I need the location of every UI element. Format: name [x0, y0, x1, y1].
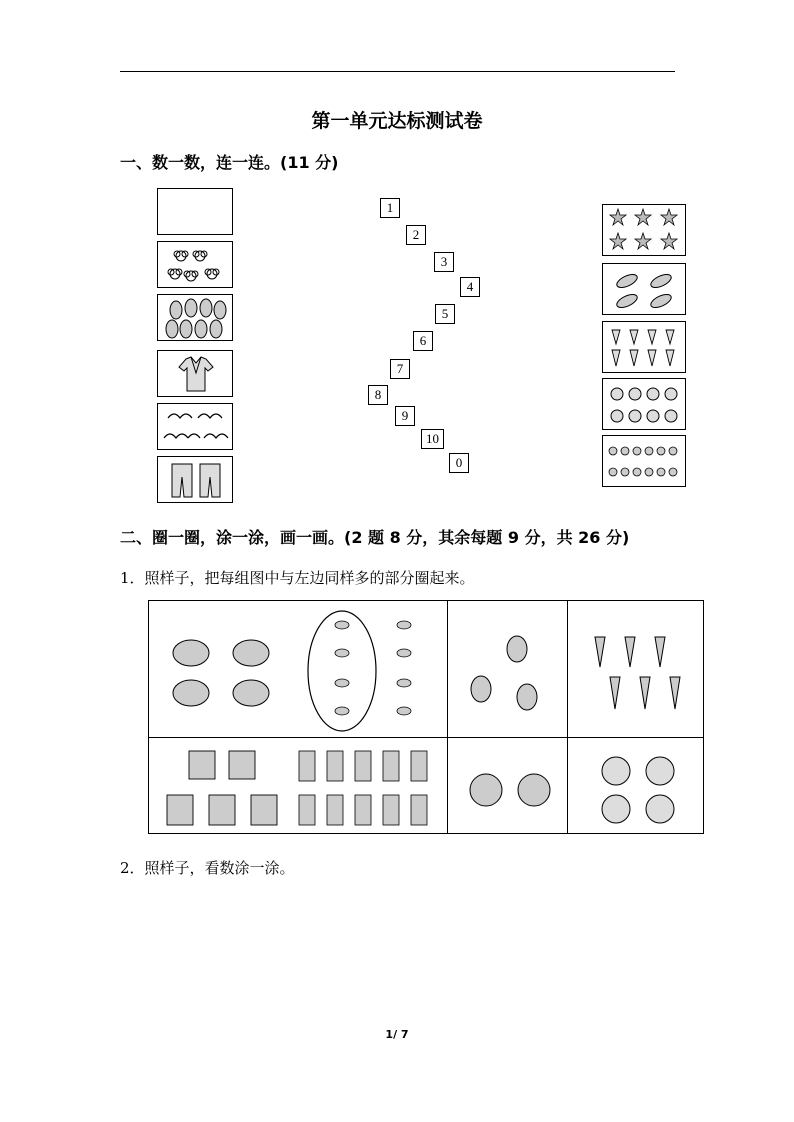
candy-icon [603, 264, 687, 316]
number-box: 1 [380, 198, 400, 218]
ice-cream-icon [603, 322, 687, 374]
right-box-candy [602, 263, 686, 315]
bird-icon [158, 404, 234, 451]
rabbit-icon [459, 611, 559, 726]
number-box: 3 [434, 252, 454, 272]
carrot-icon [579, 615, 694, 720]
right-box-icecream [602, 321, 686, 373]
page-number: 1/ 7 [385, 1028, 409, 1041]
pants-icon [158, 457, 234, 504]
grid-divider [149, 737, 703, 738]
page-title: 第一单元达标测试卷 [311, 110, 483, 132]
shirt-icon [158, 351, 234, 398]
section2-heading: 二、圈一圈，涂一涂，画一画。(2 题 8 分，其余每题 9 分，共 26 分) [120, 528, 630, 547]
shirt-icon [157, 743, 292, 833]
right-box-apples [602, 378, 686, 430]
right-box-stars [602, 204, 686, 256]
monkey-icon [454, 766, 564, 816]
mushroom-icon [299, 607, 439, 733]
number-box: 6 [413, 331, 433, 351]
number-box: 9 [395, 406, 415, 426]
number-box: 8 [368, 385, 388, 405]
number-box: 10 [421, 429, 444, 449]
pants-icon [297, 745, 442, 833]
section1-heading: 一、数一数，连一连。(11 分) [120, 153, 339, 172]
teapot-icon [159, 631, 289, 721]
flower-icon [158, 242, 234, 289]
question-1: 1．照样子，把每组图中与左边同样多的部分圈起来。 [120, 569, 475, 587]
question-2: 2．照样子，看数涂一涂。 [120, 859, 295, 877]
header-rule [120, 71, 675, 72]
circle-exercise-grid [148, 600, 704, 834]
left-box-leaves [157, 294, 233, 341]
left-box-empty [157, 188, 233, 235]
peach-icon [594, 751, 684, 826]
number-box: 7 [390, 359, 410, 379]
left-box-birds [157, 403, 233, 450]
left-box-shirt [157, 350, 233, 397]
right-box-clovers [602, 435, 686, 487]
apple-icon [603, 379, 687, 431]
number-box: 2 [406, 225, 426, 245]
star-icon [603, 205, 687, 257]
left-box-pants [157, 456, 233, 503]
clover-icon [603, 436, 687, 488]
number-box: 0 [449, 453, 469, 473]
grid-divider [567, 601, 568, 833]
left-box-flowers [157, 241, 233, 288]
leaf-icon [158, 295, 234, 342]
number-box: 4 [460, 277, 480, 297]
grid-divider [447, 601, 448, 833]
number-box: 5 [435, 304, 455, 324]
